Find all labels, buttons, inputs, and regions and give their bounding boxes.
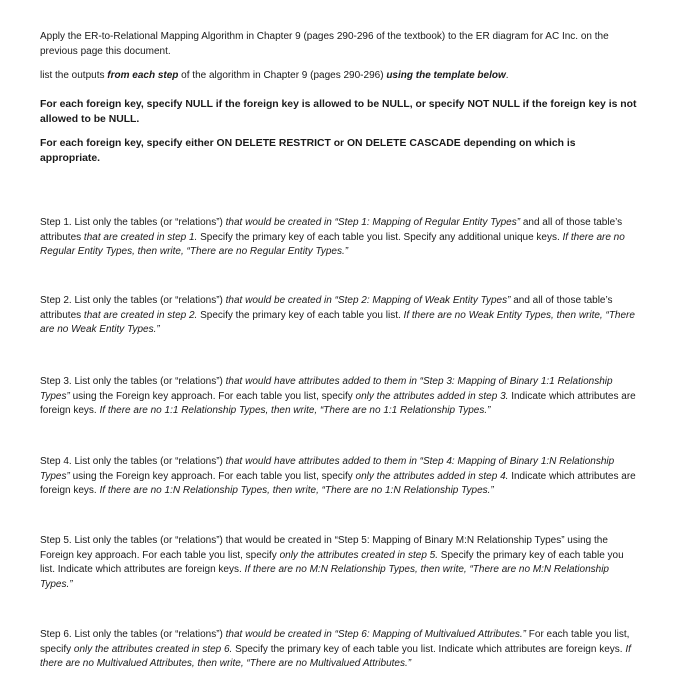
- step-2-text-2: and all of those table’s attributes: [40, 295, 613, 321]
- intro-list-paragraph: [40, 69, 638, 84]
- step-4-italic: that would have attributes added to them in “Step 4: Mapping of Binary 1:N Relationship Types”: [40, 456, 615, 482]
- step-2-text-3: Specify the primary key of each table you list.: [197, 309, 404, 321]
- delete-rule-text: For each foreign key, specify either ON DELETE RESTRICT or ON DELETE CASCADE depending on which is appropriate.: [40, 138, 576, 164]
- intro-list-template: using the template below: [386, 70, 506, 81]
- step-1-text-2: and all of those table’s attributes: [40, 217, 623, 243]
- delete-rule-paragraph: [40, 136, 638, 166]
- step-1-text-3: Specify the primary key of each table you list. Specify any additional unique keys.: [197, 231, 563, 243]
- step-4-text-3: Indicate which attributes are foreign keys.: [40, 470, 636, 497]
- intro-apply-text: Apply the ER-to-Relational Mapping Algorithm in Chapter 9 (pages 290-296 of the textbook) to the ER diagram for AC Inc. on the previous page this document.: [40, 31, 609, 57]
- step-4-italic-3: If there are no 1:N Relationship Types, then write, “There are no 1:N Relationship Types.”: [99, 485, 494, 497]
- step-2-paragraph: [40, 294, 638, 338]
- intro-apply-paragraph: [40, 30, 638, 59]
- step-2-italic-3: If there are no Weak Entity Types, then write, “There are no Weak Entity Types.”: [40, 309, 635, 336]
- step-4-italic-2: only the attributes added in step 4.: [355, 470, 509, 482]
- step-3-text-3: Indicate which attributes are foreign keys.: [40, 390, 636, 417]
- step-5-paragraph: [40, 534, 638, 592]
- step-6-italic-3: If there are no Multivalued Attributes, then write, “There are no Multivalued Attributes.”: [40, 643, 631, 670]
- null-rule-text: For each foreign key, specify NULL if the foreign key is allowed to be NULL, or specify NOT NULL if the foreign key is not allowed to be NULL.: [40, 99, 637, 125]
- step-4-text-2: using the Foreign key approach. For each table you list, specify: [69, 470, 356, 482]
- step-5-text: Step 5. List only the tables (or “relations”) that would be created in “Step 5: Mapping of Binary M:N Relationship Types” using the Foreign key approach. For each table you list, specify: [40, 535, 608, 561]
- step-6-paragraph: [40, 628, 638, 672]
- step-6-italic-2: only the attributes created in step 6.: [73, 643, 233, 655]
- step-3-italic-2: only the attributes added in step 3.: [355, 390, 509, 402]
- intro-list-text-mid: of the algorithm in Chapter 9 (pages 290-296): [178, 70, 387, 81]
- step-1-paragraph: [40, 216, 638, 260]
- step-6-text-3: Specify the primary key of each table you list. Indicate which attributes are foreign keys.: [232, 643, 626, 655]
- step-3-italic: that would have attributes added to them in “Step 3: Mapping of Binary 1:1 Relationship Types”: [40, 376, 613, 402]
- step-6-text: Step 6. List only the tables (or “relations”): [40, 629, 226, 640]
- step-3-text: Step 3. List only the tables (or “relations”): [40, 376, 226, 387]
- step-3-italic-3: If there are no 1:1 Relationship Types, then write, “There are no 1:1 Relationship Types.”: [99, 405, 491, 417]
- step-1-italic-3: If there are no Regular Entity Types, then write, “There are no Regular Entity Types.”: [40, 231, 625, 258]
- null-rule-paragraph: [40, 97, 638, 127]
- intro-list-emphasis: from each step: [107, 70, 179, 81]
- step-6-text-2: For each table you list, specify: [40, 629, 630, 655]
- step-2-italic: that would be created in “Step 2: Mapping of Weak Entity Types”: [225, 295, 511, 306]
- step-4-paragraph: [40, 455, 638, 499]
- step-1-text: Step 1. List only the tables (or “relations”): [40, 217, 226, 228]
- step-1-italic-2: that are created in step 1.: [83, 231, 198, 243]
- intro-list-text: list the outputs: [40, 70, 108, 81]
- intro-list-end: .: [505, 70, 509, 81]
- step-2-italic-2: that are created in step 2.: [83, 309, 198, 321]
- step-2-text: Step 2. List only the tables (or “relations”): [40, 295, 226, 306]
- step-5-text-2: Specify the primary key of each table you list. Indicate which attributes are foreign keys.: [40, 549, 624, 576]
- step-3-paragraph: [40, 375, 638, 419]
- step-3-text-2: using the Foreign key approach. For each table you list, specify: [69, 390, 356, 402]
- step-1-italic: that would be created in “Step 1: Mapping of Regular Entity Types”: [225, 217, 521, 228]
- step-5-italic-2: If there are no M:N Relationship Types, then write, “There are no M:N Relationship Types.”: [40, 564, 609, 590]
- step-6-italic: that would be created in “Step 6: Mapping of Multivalued Attributes.”: [225, 629, 526, 640]
- step-5-italic: only the attributes created in step 5.: [279, 549, 439, 561]
- step-4-text: Step 4. List only the tables (or “relations”): [40, 456, 226, 467]
